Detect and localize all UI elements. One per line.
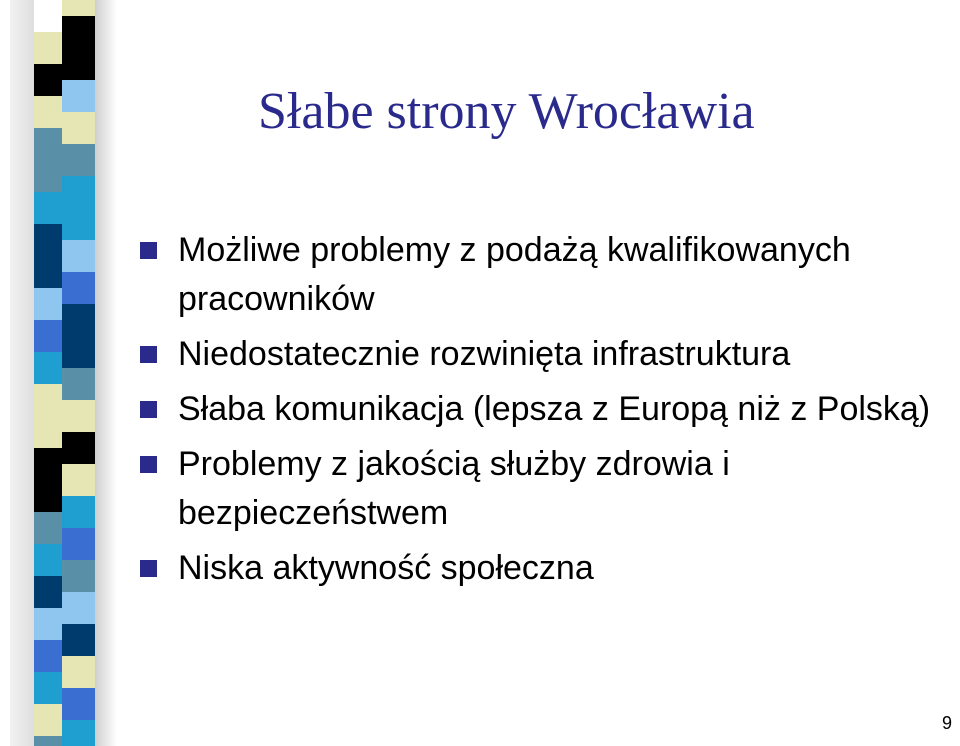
- slide-number: 9: [941, 713, 952, 733]
- decorative-stripe: [62, 624, 96, 656]
- square-bullet-icon: [140, 456, 157, 473]
- decorative-stripe: [62, 688, 96, 720]
- decorative-stripe: [62, 656, 96, 688]
- bullet-list: [140, 226, 950, 599]
- decorative-stripe: [62, 528, 96, 560]
- square-bullet-icon: [140, 346, 157, 363]
- bullet-item: [140, 440, 950, 538]
- decorative-stripe: [62, 176, 96, 208]
- decorative-stripe: [62, 720, 96, 746]
- decorative-stripe: [62, 144, 96, 176]
- decorative-stripe: [62, 592, 96, 624]
- decorative-stripe: [62, 208, 96, 240]
- bullet-text: Słaba komunikacja (lepsza z Europą niż z Polską): [178, 390, 931, 428]
- bullet-item: [140, 330, 950, 379]
- bullet-item: [140, 226, 950, 324]
- decorative-stripe: [62, 16, 96, 48]
- decorative-stripe: [62, 272, 96, 304]
- decorative-stripe: [62, 400, 96, 432]
- square-bullet-icon: [140, 401, 157, 418]
- decorative-stripe: [62, 112, 96, 144]
- bullet-text: Niska aktywność społeczna: [178, 549, 594, 587]
- decorative-stripe: [62, 48, 96, 80]
- decorative-stripe-edge: [95, 0, 117, 746]
- slide-title: Słabe strony Wrocławia: [258, 83, 755, 140]
- decorative-stripe: [62, 80, 96, 112]
- decorative-stripe: [62, 464, 96, 496]
- bullet-item: [140, 544, 950, 593]
- decorative-stripe: [62, 560, 96, 592]
- bullet-item: [140, 385, 950, 434]
- bullet-text: Niedostatecznie rozwinięta infrastruktura: [178, 335, 791, 373]
- decorative-stripe: [62, 304, 96, 336]
- bullet-text: Możliwe problemy z podażą kwalifikowanych pracowników: [178, 231, 851, 318]
- decorative-stripe: [62, 0, 96, 16]
- bullet-text: Problemy z jakością służby zdrowia i bezpieczeństwem: [178, 445, 730, 532]
- square-bullet-icon: [140, 242, 157, 259]
- decorative-stripe-column-right: [62, 0, 96, 746]
- decorative-stripe: [62, 240, 96, 272]
- square-bullet-icon: [140, 560, 157, 577]
- decorative-stripe: [62, 496, 96, 528]
- decorative-stripe: [62, 336, 96, 368]
- decorative-stripe: [62, 368, 96, 400]
- decorative-stripe: [62, 432, 96, 464]
